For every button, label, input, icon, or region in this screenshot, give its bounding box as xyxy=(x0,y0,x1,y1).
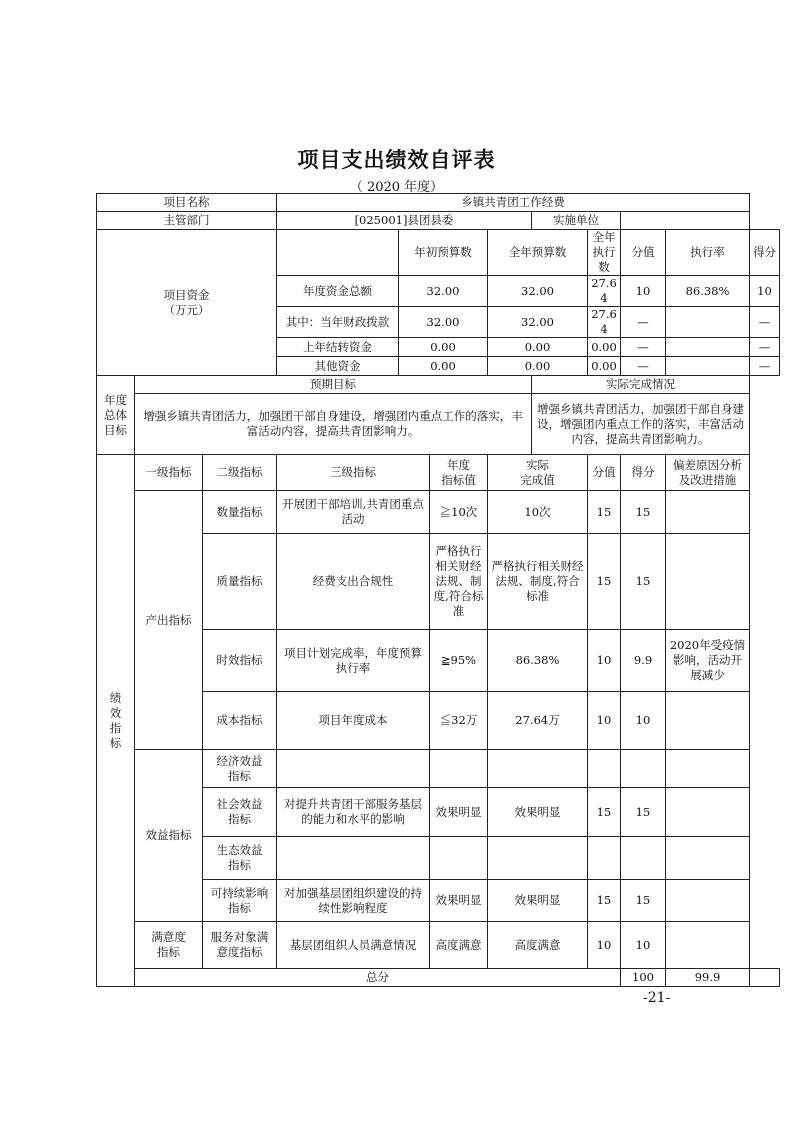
ind-3-score: 10 xyxy=(621,692,666,750)
ind-0-reason xyxy=(666,491,750,534)
label-satisfaction: 满意度 指标 xyxy=(135,922,203,969)
funds-carry-full: 0.00 xyxy=(488,338,588,357)
ind-3-level2: 成本指标 xyxy=(203,692,277,750)
label-project-name: 项目名称 xyxy=(97,194,277,212)
ind-5-actual: 效果明显 xyxy=(488,788,588,837)
ind-4-level3 xyxy=(277,750,430,788)
ind-0-level3: 开展团干部培训,共青团重点活动 xyxy=(277,491,430,534)
h-level1: 一级指标 xyxy=(135,455,203,491)
ind-3-target: ≦32万 xyxy=(430,692,488,750)
funds-other-score: — xyxy=(750,357,780,376)
ind-4-value xyxy=(588,750,621,788)
ind-4-level2: 经济效益 指标 xyxy=(203,750,277,788)
ind-6-level2: 生态效益 指标 xyxy=(203,837,277,880)
label-total: 总分 xyxy=(135,969,621,987)
label-funds: 项目资金 （万元） xyxy=(97,230,277,376)
ind-7-reason xyxy=(666,880,750,922)
funds-fiscal-rate xyxy=(666,307,750,338)
ind-7-target: 效果明显 xyxy=(430,880,488,922)
ind-1-level3: 经费支出合规性 xyxy=(277,534,430,630)
col-score-value: 分值 xyxy=(621,230,666,276)
expected-goal-text: 增强乡镇共青团活力，加强团干部自身建设，增强团内重点工作的落实，丰富活动内容，提高共青团影响力。 xyxy=(135,394,532,455)
funds-total-rate: 86.38% xyxy=(666,276,750,307)
row-fiscal-label: 其中：当年财政拨款 xyxy=(277,307,399,338)
ind-0-target: ≧10次 xyxy=(430,491,488,534)
ind-1-reason xyxy=(666,534,750,630)
col-initial: 年初预算数 xyxy=(399,230,488,276)
total-value: 100 xyxy=(621,969,666,987)
row-total-label: 年度资金总额 xyxy=(277,276,399,307)
ind-2-score: 9.9 xyxy=(621,630,666,692)
ind-0-score: 15 xyxy=(621,491,666,534)
impl-unit-value xyxy=(621,212,750,230)
funds-fiscal-initial: 32.00 xyxy=(399,307,488,338)
ind-5-value: 15 xyxy=(588,788,621,837)
funds-carry-exec: 0.00 xyxy=(588,338,621,357)
ind-6-level3 xyxy=(277,837,430,880)
ind-0-value: 15 xyxy=(588,491,621,534)
col-full: 全年预算数 xyxy=(488,230,588,276)
actual-completion-text: 增强乡镇共青团活力，加强团干部自身建设，增强团内重点工作的落实，丰富活动内容，提高共青团影响力。 xyxy=(532,394,750,455)
ind-7-level3: 对加强基层团组织建设的持续性影响程度 xyxy=(277,880,430,922)
ind-8-value: 10 xyxy=(588,922,621,969)
ind-6-target xyxy=(430,837,488,880)
ind-6-actual xyxy=(488,837,588,880)
ind-1-value: 15 xyxy=(588,534,621,630)
col-rate: 执行率 xyxy=(666,230,750,276)
ind-6-value xyxy=(588,837,621,880)
ind-8-actual: 高度满意 xyxy=(488,922,588,969)
ind-5-reason xyxy=(666,788,750,837)
funds-carry-value: — xyxy=(621,338,666,357)
ind-0-actual: 10次 xyxy=(488,491,588,534)
total-score: 99.9 xyxy=(666,969,750,987)
ind-0-level2: 数量指标 xyxy=(203,491,277,534)
funds-other-full: 0.00 xyxy=(488,357,588,376)
page-title: 项目支出绩效自评表 xyxy=(297,148,496,172)
ind-8-score: 10 xyxy=(621,922,666,969)
total-reason xyxy=(750,969,780,987)
ind-6-reason xyxy=(666,837,750,880)
ind-4-target xyxy=(430,750,488,788)
ind-5-score: 15 xyxy=(621,788,666,837)
label-benefit: 效益指标 xyxy=(135,750,203,922)
ind-4-actual xyxy=(488,750,588,788)
ind-5-target: 效果明显 xyxy=(430,788,488,837)
ind-5-level2: 社会效益 指标 xyxy=(203,788,277,837)
label-actual-completion: 实际完成情况 xyxy=(532,376,750,394)
funds-total-full: 32.00 xyxy=(488,276,588,307)
ind-2-reason: 2020年受疫情影响，活动开展减少 xyxy=(666,630,750,692)
funds-fiscal-score: — xyxy=(750,307,780,338)
h-target: 年度 指标值 xyxy=(430,455,488,491)
ind-1-actual: 严格执行相关财经法规、制度,符合标准 xyxy=(488,534,588,630)
ind-8-level3: 基层团组织人员满意情况 xyxy=(277,922,430,969)
col-exec: 全年执行数 xyxy=(588,230,621,276)
h-actual: 实际 完成值 xyxy=(488,455,588,491)
performance-table xyxy=(96,193,780,987)
funds-other-value: — xyxy=(621,357,666,376)
row-other-label: 其他资金 xyxy=(277,357,399,376)
label-output: 产出指标 xyxy=(135,491,203,750)
ind-2-actual: 86.38% xyxy=(488,630,588,692)
funds-carry-initial: 0.00 xyxy=(399,338,488,357)
ind-5-level3: 对提升共青团干部服务基层的能力和水平的影响 xyxy=(277,788,430,837)
ind-3-actual: 27.64万 xyxy=(488,692,588,750)
ind-8-target: 高度满意 xyxy=(430,922,488,969)
ind-7-actual: 效果明显 xyxy=(488,880,588,922)
label-annual-goal: 年度 总体 目标 xyxy=(97,376,135,455)
ind-7-score: 15 xyxy=(621,880,666,922)
ind-4-score xyxy=(621,750,666,788)
page-subtitle: （ 2020 年度） xyxy=(349,180,444,195)
ind-3-reason xyxy=(666,692,750,750)
ind-7-value: 15 xyxy=(588,880,621,922)
ind-8-level2: 服务对象满 意度指标 xyxy=(203,922,277,969)
row-carry-label: 上年结转资金 xyxy=(277,338,399,357)
funds-other-initial: 0.00 xyxy=(399,357,488,376)
ind-6-score xyxy=(621,837,666,880)
label-expected-goal: 预期目标 xyxy=(135,376,532,394)
ind-4-reason xyxy=(666,750,750,788)
h-level3: 三级指标 xyxy=(277,455,430,491)
page-number: -21- xyxy=(643,990,671,1006)
ind-2-level3: 项目计划完成率，年度预算执行率 xyxy=(277,630,430,692)
ind-3-level3: 项目年度成本 xyxy=(277,692,430,750)
ind-1-score: 15 xyxy=(621,534,666,630)
funds-other-exec: 0.00 xyxy=(588,357,621,376)
funds-header-blank xyxy=(277,230,399,276)
h-value: 分值 xyxy=(588,455,621,491)
label-impl-unit: 实施单位 xyxy=(532,212,621,230)
ind-3-value: 10 xyxy=(588,692,621,750)
ind-2-value: 10 xyxy=(588,630,621,692)
h-reason: 偏差原因分析 及改进措施 xyxy=(666,455,750,491)
ind-2-target: ≧95% xyxy=(430,630,488,692)
funds-total-value: 10 xyxy=(621,276,666,307)
funds-total-score: 10 xyxy=(750,276,780,307)
h-score: 得分 xyxy=(621,455,666,491)
col-score: 得分 xyxy=(750,230,780,276)
project-name-value: 乡镇共青团工作经费 xyxy=(277,194,750,212)
funds-carry-score: — xyxy=(750,338,780,357)
funds-fiscal-full: 32.00 xyxy=(488,307,588,338)
department-value: [025001]县团县委 xyxy=(277,212,532,230)
h-level2: 二级指标 xyxy=(203,455,277,491)
ind-8-reason xyxy=(666,922,750,969)
funds-fiscal-value: — xyxy=(621,307,666,338)
ind-7-level2: 可持续影响 指标 xyxy=(203,880,277,922)
funds-other-rate xyxy=(666,357,750,376)
ind-2-level2: 时效指标 xyxy=(203,630,277,692)
funds-total-exec: 27.64 xyxy=(588,276,621,307)
label-department: 主管部门 xyxy=(97,212,277,230)
ind-1-target: 严格执行相关财经法规、制度,符合标准 xyxy=(430,534,488,630)
funds-carry-rate xyxy=(666,338,750,357)
ind-1-level2: 质量指标 xyxy=(203,534,277,630)
funds-total-initial: 32.00 xyxy=(399,276,488,307)
label-perf-indicator: 绩 效 指 标 xyxy=(97,455,135,987)
funds-fiscal-exec: 27.64 xyxy=(588,307,621,338)
